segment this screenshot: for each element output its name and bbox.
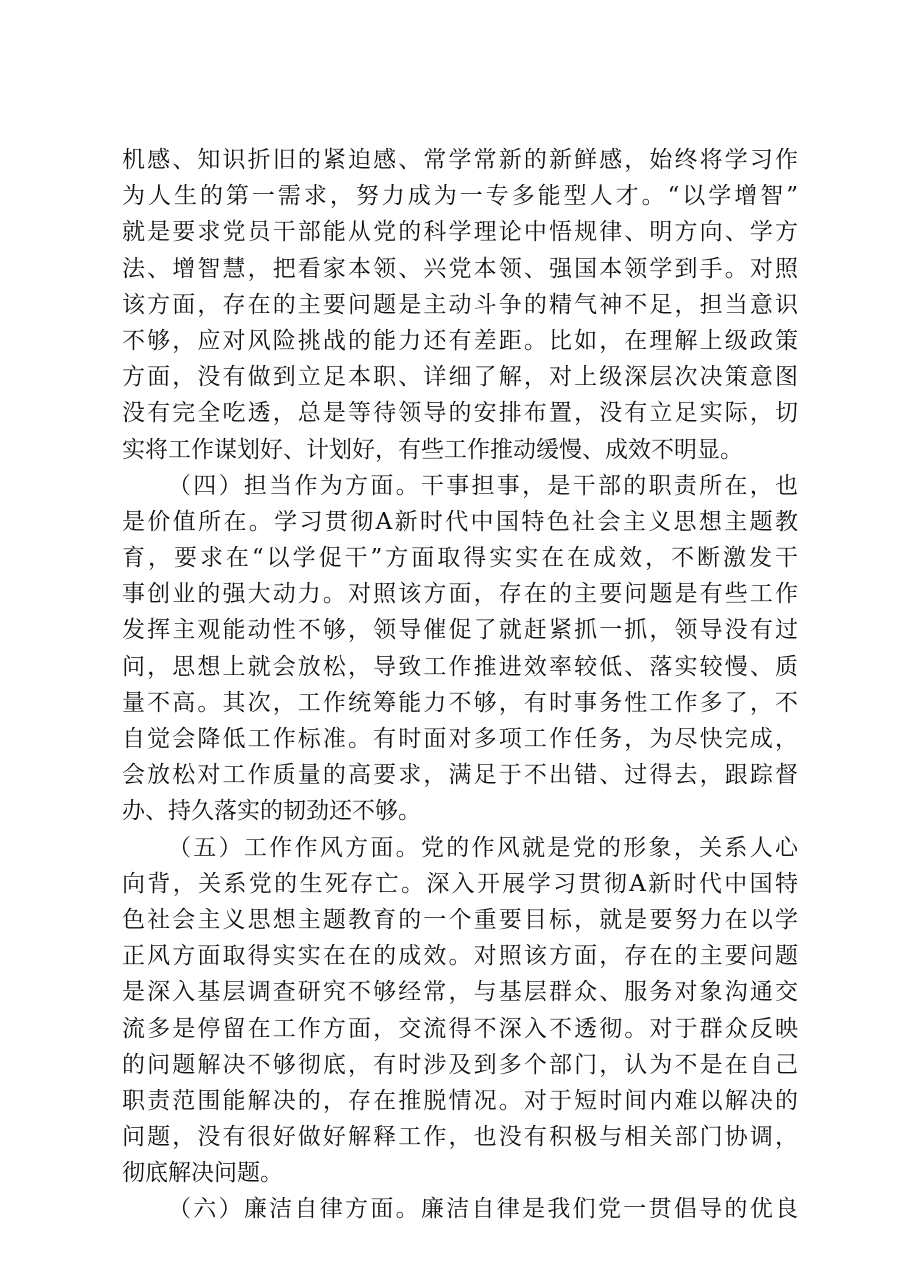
text-line: 向背，关系党的生死存亡。深入开展学习贯彻A新时代中国特: [122, 870, 798, 897]
text-line: 流多是停留在工作方面，交流得不深入不透彻。对于群众反映: [122, 1015, 798, 1042]
section-heading-line: （五）工作作风方面。党的作风就是党的形象，关系人心: [168, 834, 798, 861]
text-line: 是深入基层调查研究不够经常，与基层群众、服务对象沟通交: [122, 979, 798, 1006]
text-line: 职责范围能解决的，存在推脱情况。对于短时间内难以解决的: [122, 1087, 798, 1114]
text-line: 机感、知识折旧的紧迫感、常学常新的新鲜感，始终将学习作: [122, 147, 798, 173]
text-line: 是价值所在。学习贯彻A新时代中国特色社会主义思想主题教: [122, 508, 798, 535]
paragraph-section-6: [122, 1191, 798, 1227]
paragraph-section-5: [122, 830, 798, 1192]
text-line: 该方面，存在的主要问题是主动斗争的精气神不足，担当意识: [122, 291, 798, 318]
text-line: 没有完全吃透，总是等待领导的安排布置，没有立足实际，切: [122, 400, 798, 427]
text-line: 发挥主观能动性不够，领导催促了就赶紧抓一抓，领导没有过: [122, 617, 798, 644]
text-line: 问，思想上就会放松，导致工作推进效率较低、落实较慢、质: [122, 653, 798, 680]
text-line: 办、持久落实的韧劲还不够。: [122, 798, 421, 825]
text-line: 的问题解决不够彻底，有时涉及到多个部门，认为不是在自己: [122, 1051, 798, 1078]
section-heading-line: （四）担当作为方面。干事担事，是干部的职责所在，也: [168, 472, 798, 499]
text-line: 不够，应对风险挑战的能力还有差距。比如，在理解上级政策: [122, 327, 798, 354]
text-line: 育，要求在“以学促干”方面取得实实在在成效，不断激发干: [122, 545, 798, 572]
text-line: 就是要求党员干部能从党的科学理论中悟规律、明方向、学方: [122, 219, 798, 246]
text-line: 量不高。其次，工作统筹能力不够，有时事务性工作多了，不: [122, 689, 798, 716]
text-line: 为人生的第一需求，努力成为一专多能型人才。“以学增智”: [122, 183, 798, 210]
text-line: 事创业的强大动力。对照该方面，存在的主要问题是有些工作: [122, 581, 798, 608]
text-line: 法、增智慧，把看家本领、兴党本领、强国本领学到手。对照: [122, 255, 798, 282]
text-line: 彻底解决问题。: [122, 1160, 283, 1187]
text-line: 自觉会降低工作标准。有时面对多项工作任务，为尽快完成，: [122, 726, 798, 752]
text-line: 色社会主义思想主题教育的一个重要目标，就是要努力在以学: [122, 906, 798, 933]
text-line: 问题，没有很好做好解释工作，也没有积极与相关部门协调，: [122, 1124, 798, 1151]
text-line: 会放松对工作质量的高要求，满足于不出错、过得去，跟踪督: [122, 762, 798, 789]
paragraph-intro-continuation: [122, 142, 798, 468]
section-heading-line: （六）廉洁自律方面。廉洁自律是我们党一贯倡导的优良: [168, 1196, 798, 1223]
text-line: 实将工作谋划好、计划好，有些工作推动缓慢、成效不明显。: [122, 436, 743, 463]
document-body: [122, 142, 798, 1228]
paragraph-section-4: [122, 468, 798, 830]
text-line: 方面，没有做到立足本职、详细了解，对上级深层次决策意图: [122, 364, 798, 391]
text-line: 正风方面取得实实在在的成效。对照该方面，存在的主要问题: [122, 943, 798, 970]
